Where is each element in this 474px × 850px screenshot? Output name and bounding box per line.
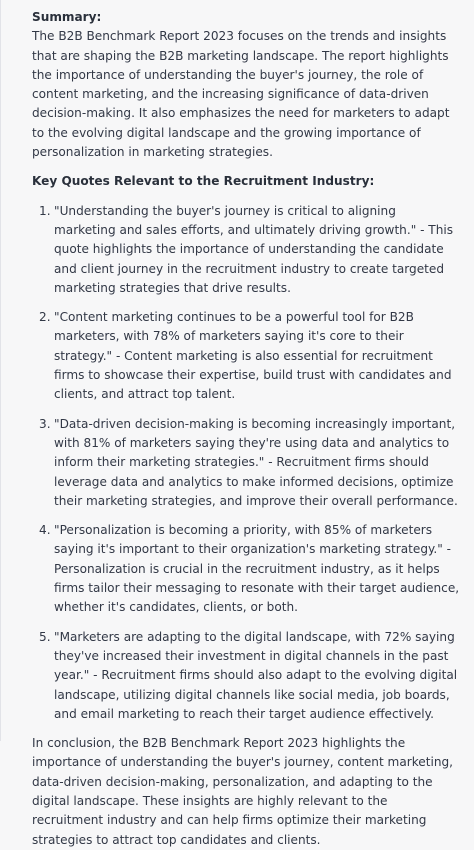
quote-text: "Understanding the buyer's journey is critical to aligning marketing and sales efforts, and ultimately driving growth." - This quote highlights the importance of understanding the candidate and client journey in the recruitment industry to create targeted marketing strategies that drive results. <box>54 203 454 295</box>
quote-text: "Personalization is becoming a priority, with 85% of marketers saying it's important to their organization's marketing strategy." - Personalization is crucial in the recruitment industry, as it helps firms tailor their messaging to resonate with their target audience, whether it's candidates, clients, or both. <box>54 523 460 615</box>
quote-text: "Content marketing continues to be a powerful tool for B2B marketers, with 78% of marketers saying it's core to their strategy." - Content marketing is also essential for recruitment firms to showcase their expertise, build trust with candidates and clients, and attract top talent. <box>54 310 452 402</box>
quote-item-3 <box>32 415 460 511</box>
key-quotes-heading: Key Quotes Relevant to the Recruitment Industry: <box>32 174 375 189</box>
quote-number: 4. <box>39 523 51 538</box>
quote-item-2 <box>32 308 460 404</box>
quote-item-5 <box>32 628 460 724</box>
key-quotes-list <box>32 202 460 724</box>
quote-item-1 <box>32 202 460 298</box>
quote-text: "Data-driven decision-making is becoming increasingly important, with 81% of marketers saying they're using data and analytics to inform their marketing strategies." - Recruitment firms should leverage data and analytics to make informed decisions, optimize their marketing strategies, and improve their overall performance. <box>54 416 458 508</box>
quote-item-4 <box>32 521 460 617</box>
quote-text: "Marketers are adapting to the digital landscape, with 72% saying they've increased their investment in digital channels in the past year." - Recruitment firms should also adapt to the evolving digital landscape, utilizing digital channels like social media, job boards, and email marketing to reach their target audience effectively. <box>54 629 458 721</box>
conclusion-paragraph: In conclusion, the B2B Benchmark Report 2023 highlights the importance of understanding the buyer's journey, content marketing, data-driven decision-making, personalization, and adapting to the digital landscape. These insights are highly relevant to the recruitment industry and can help firms optimize their marketing strategies to attract top candidates and clients. <box>32 736 454 847</box>
quote-number: 2. <box>39 310 51 325</box>
quote-number: 3. <box>39 416 51 431</box>
quote-number: 5. <box>39 629 51 644</box>
quote-number: 1. <box>39 203 51 218</box>
summary-paragraph: The B2B Benchmark Report 2023 focuses on the trends and insights that are shaping the B2B marketing landscape. The report highlights the importance of understanding the buyer's journey, the role of content marketing, and the increasing significance of data-driven decision-making. It also emphasizes the need for marketers to adapt to the evolving digital landscape and the growing importance of personalization in marketing strategies. <box>32 29 450 160</box>
summary-heading: Summary: <box>32 10 102 24</box>
